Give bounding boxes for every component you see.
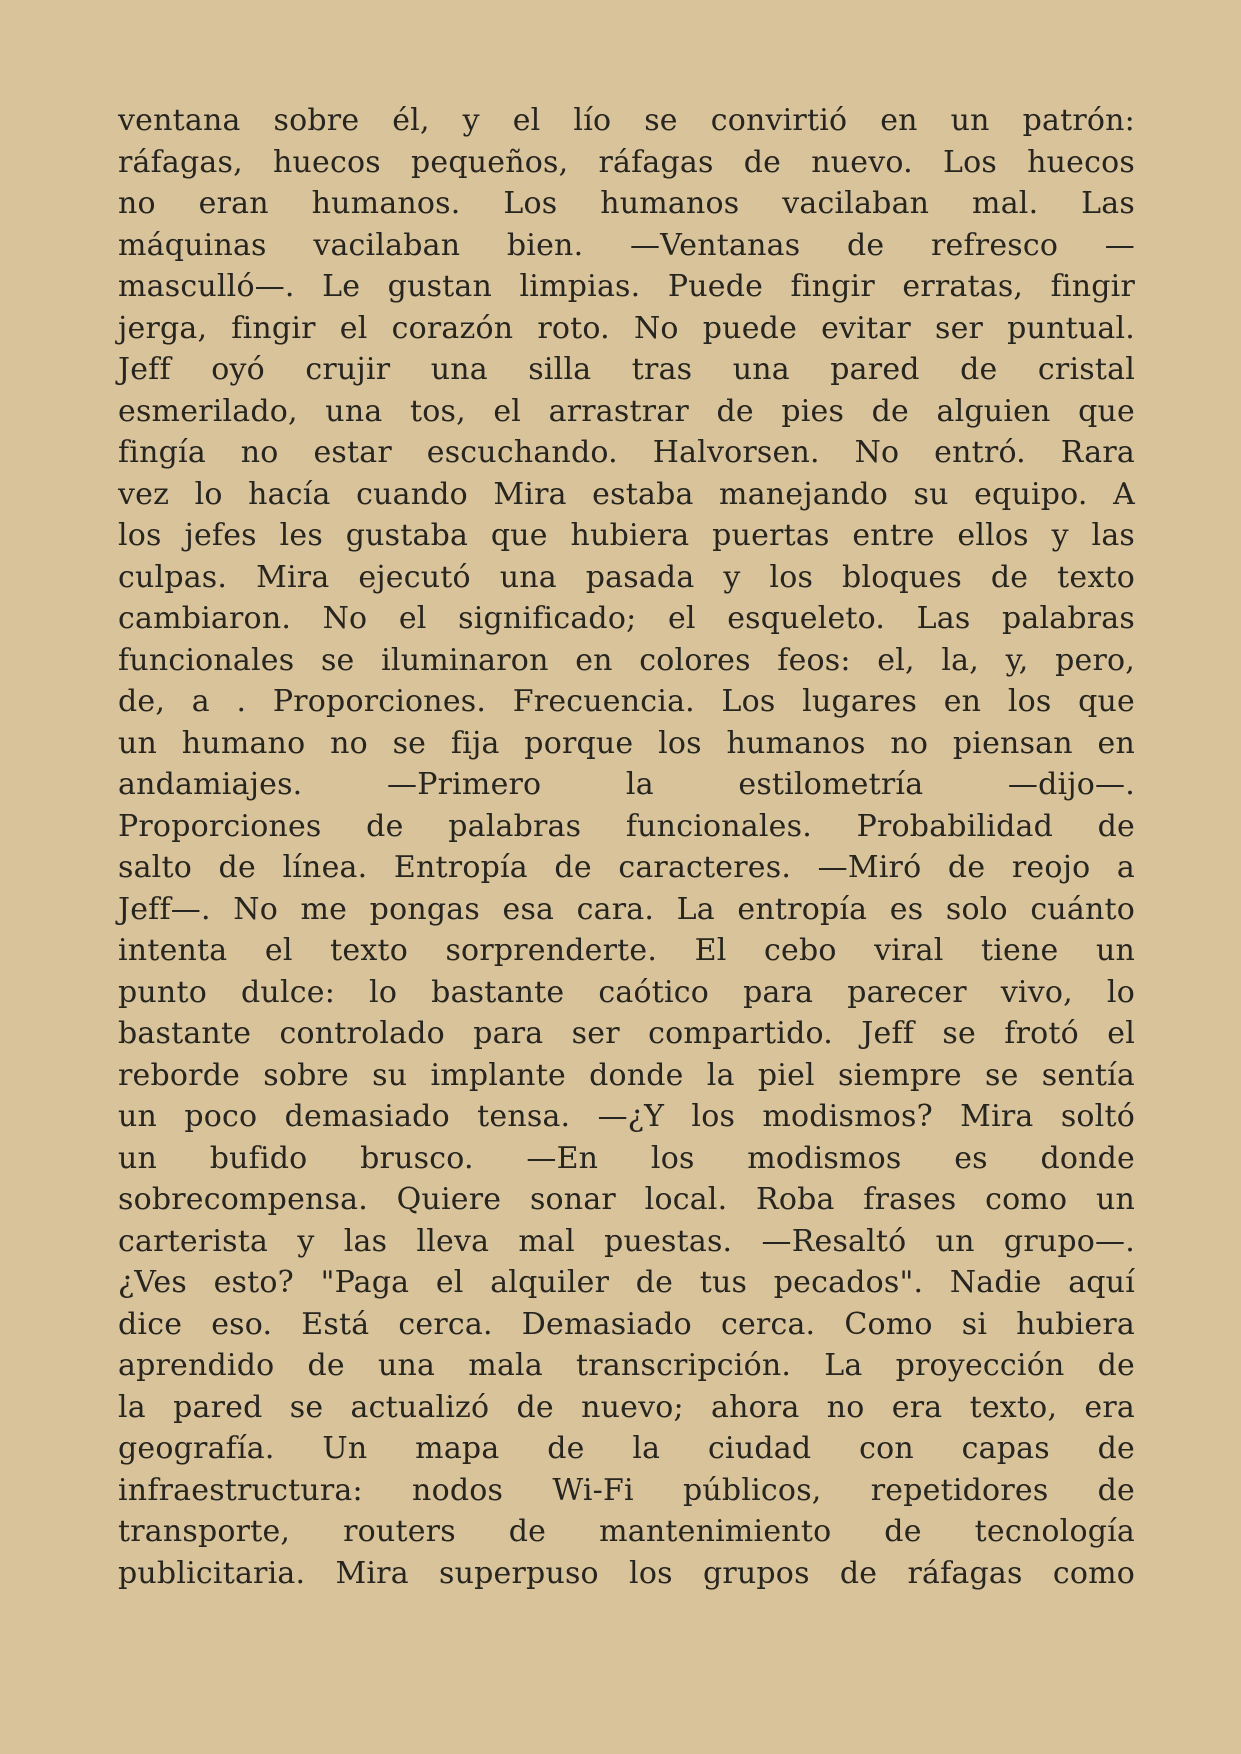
body-text (118, 100, 1135, 1594)
text-line: los jefes les gustaba que hubiera puertas entre ellos y las (118, 518, 1135, 553)
text-line: máquinas vacilaban bien. —Ventanas de refresco — (118, 227, 1135, 263)
text-line: bastante controlado para ser compartido. Jeff se frotó el (118, 1016, 1135, 1051)
text-line: no eran humanos. Los humanos vacilaban mal. Las (118, 186, 1135, 221)
text-line: punto dulce: lo bastante caótico para parecer vivo, lo (118, 974, 1135, 1010)
text-line: geografía. Un mapa de la ciudad con capas de (118, 1431, 1135, 1466)
text-line: esmerilado, una tos, el arrastrar de pies de alguien que (118, 393, 1135, 429)
text-line: de, a . Proporciones. Frecuencia. Los lugares en los que (118, 684, 1135, 719)
text-line: masculló—. Le gustan limpias. Puede fingir erratas, fingir (118, 269, 1135, 304)
text-line: aprendido de una mala transcripción. La proyección de (118, 1348, 1135, 1383)
text-line: Jeff oyó crujir una silla tras una pared de cristal (118, 352, 1135, 387)
text-line: ventana sobre él, y el lío se convirtió en un patrón: (118, 103, 1135, 138)
text-line: Jeff—. No me pongas esa cara. La entropía es solo cuánto (118, 891, 1135, 927)
text-line: reborde sobre su implante donde la piel siempre se sentía (118, 1057, 1135, 1093)
text-line: culpas. Mira ejecutó una pasada y los bloques de texto (118, 559, 1135, 595)
text-line: fingía no estar escuchando. Halvorsen. No entró. Rara (118, 435, 1135, 470)
text-line: jerga, fingir el corazón roto. No puede evitar ser puntual. (118, 310, 1135, 346)
text-line: carterista y las lleva mal puestas. —Resaltó un grupo—. (118, 1223, 1135, 1259)
text-line: salto de línea. Entropía de caracteres. —Miró de reojo a (118, 850, 1135, 885)
text-line: cambiaron. No el significado; el esqueleto. Las palabras (118, 601, 1135, 636)
text-line: un poco demasiado tensa. —¿Y los modismos? Mira soltó (118, 1099, 1135, 1134)
text-line: sobrecompensa. Quiere sonar local. Roba frases como un (118, 1182, 1135, 1217)
text-line: intenta el texto sorprenderte. El cebo viral tiene un (118, 933, 1135, 968)
text-line: un bufido brusco. —En los modismos es donde (118, 1140, 1135, 1176)
text-line: transporte, routers de mantenimiento de tecnología (118, 1514, 1135, 1549)
text-line: Proporciones de palabras funcionales. Probabilidad de (118, 808, 1135, 844)
text-line: publicitaria. Mira superpuso los grupos de ráfagas como (118, 1555, 1135, 1591)
text-line: funcionales se iluminaron en colores feos: el, la, y, pero, (118, 642, 1135, 678)
text-line: vez lo hacía cuando Mira estaba manejando su equipo. A (118, 476, 1135, 512)
text-line: un humano no se fija porque los humanos no piensan en (118, 725, 1135, 761)
text-line: ¿Ves esto? "Paga el alquiler de tus pecados". Nadie aquí (118, 1265, 1135, 1300)
text-line: andamiajes. —Primero la estilometría —dijo—. (118, 767, 1135, 802)
text-line: la pared se actualizó de nuevo; ahora no era texto, era (118, 1389, 1135, 1425)
text-line: dice eso. Está cerca. Demasiado cerca. Como si hubiera (118, 1306, 1135, 1342)
text-line: ráfagas, huecos pequeños, ráfagas de nuevo. Los huecos (118, 144, 1135, 180)
text-line: infraestructura: nodos Wi-Fi públicos, repetidores de (118, 1472, 1135, 1508)
